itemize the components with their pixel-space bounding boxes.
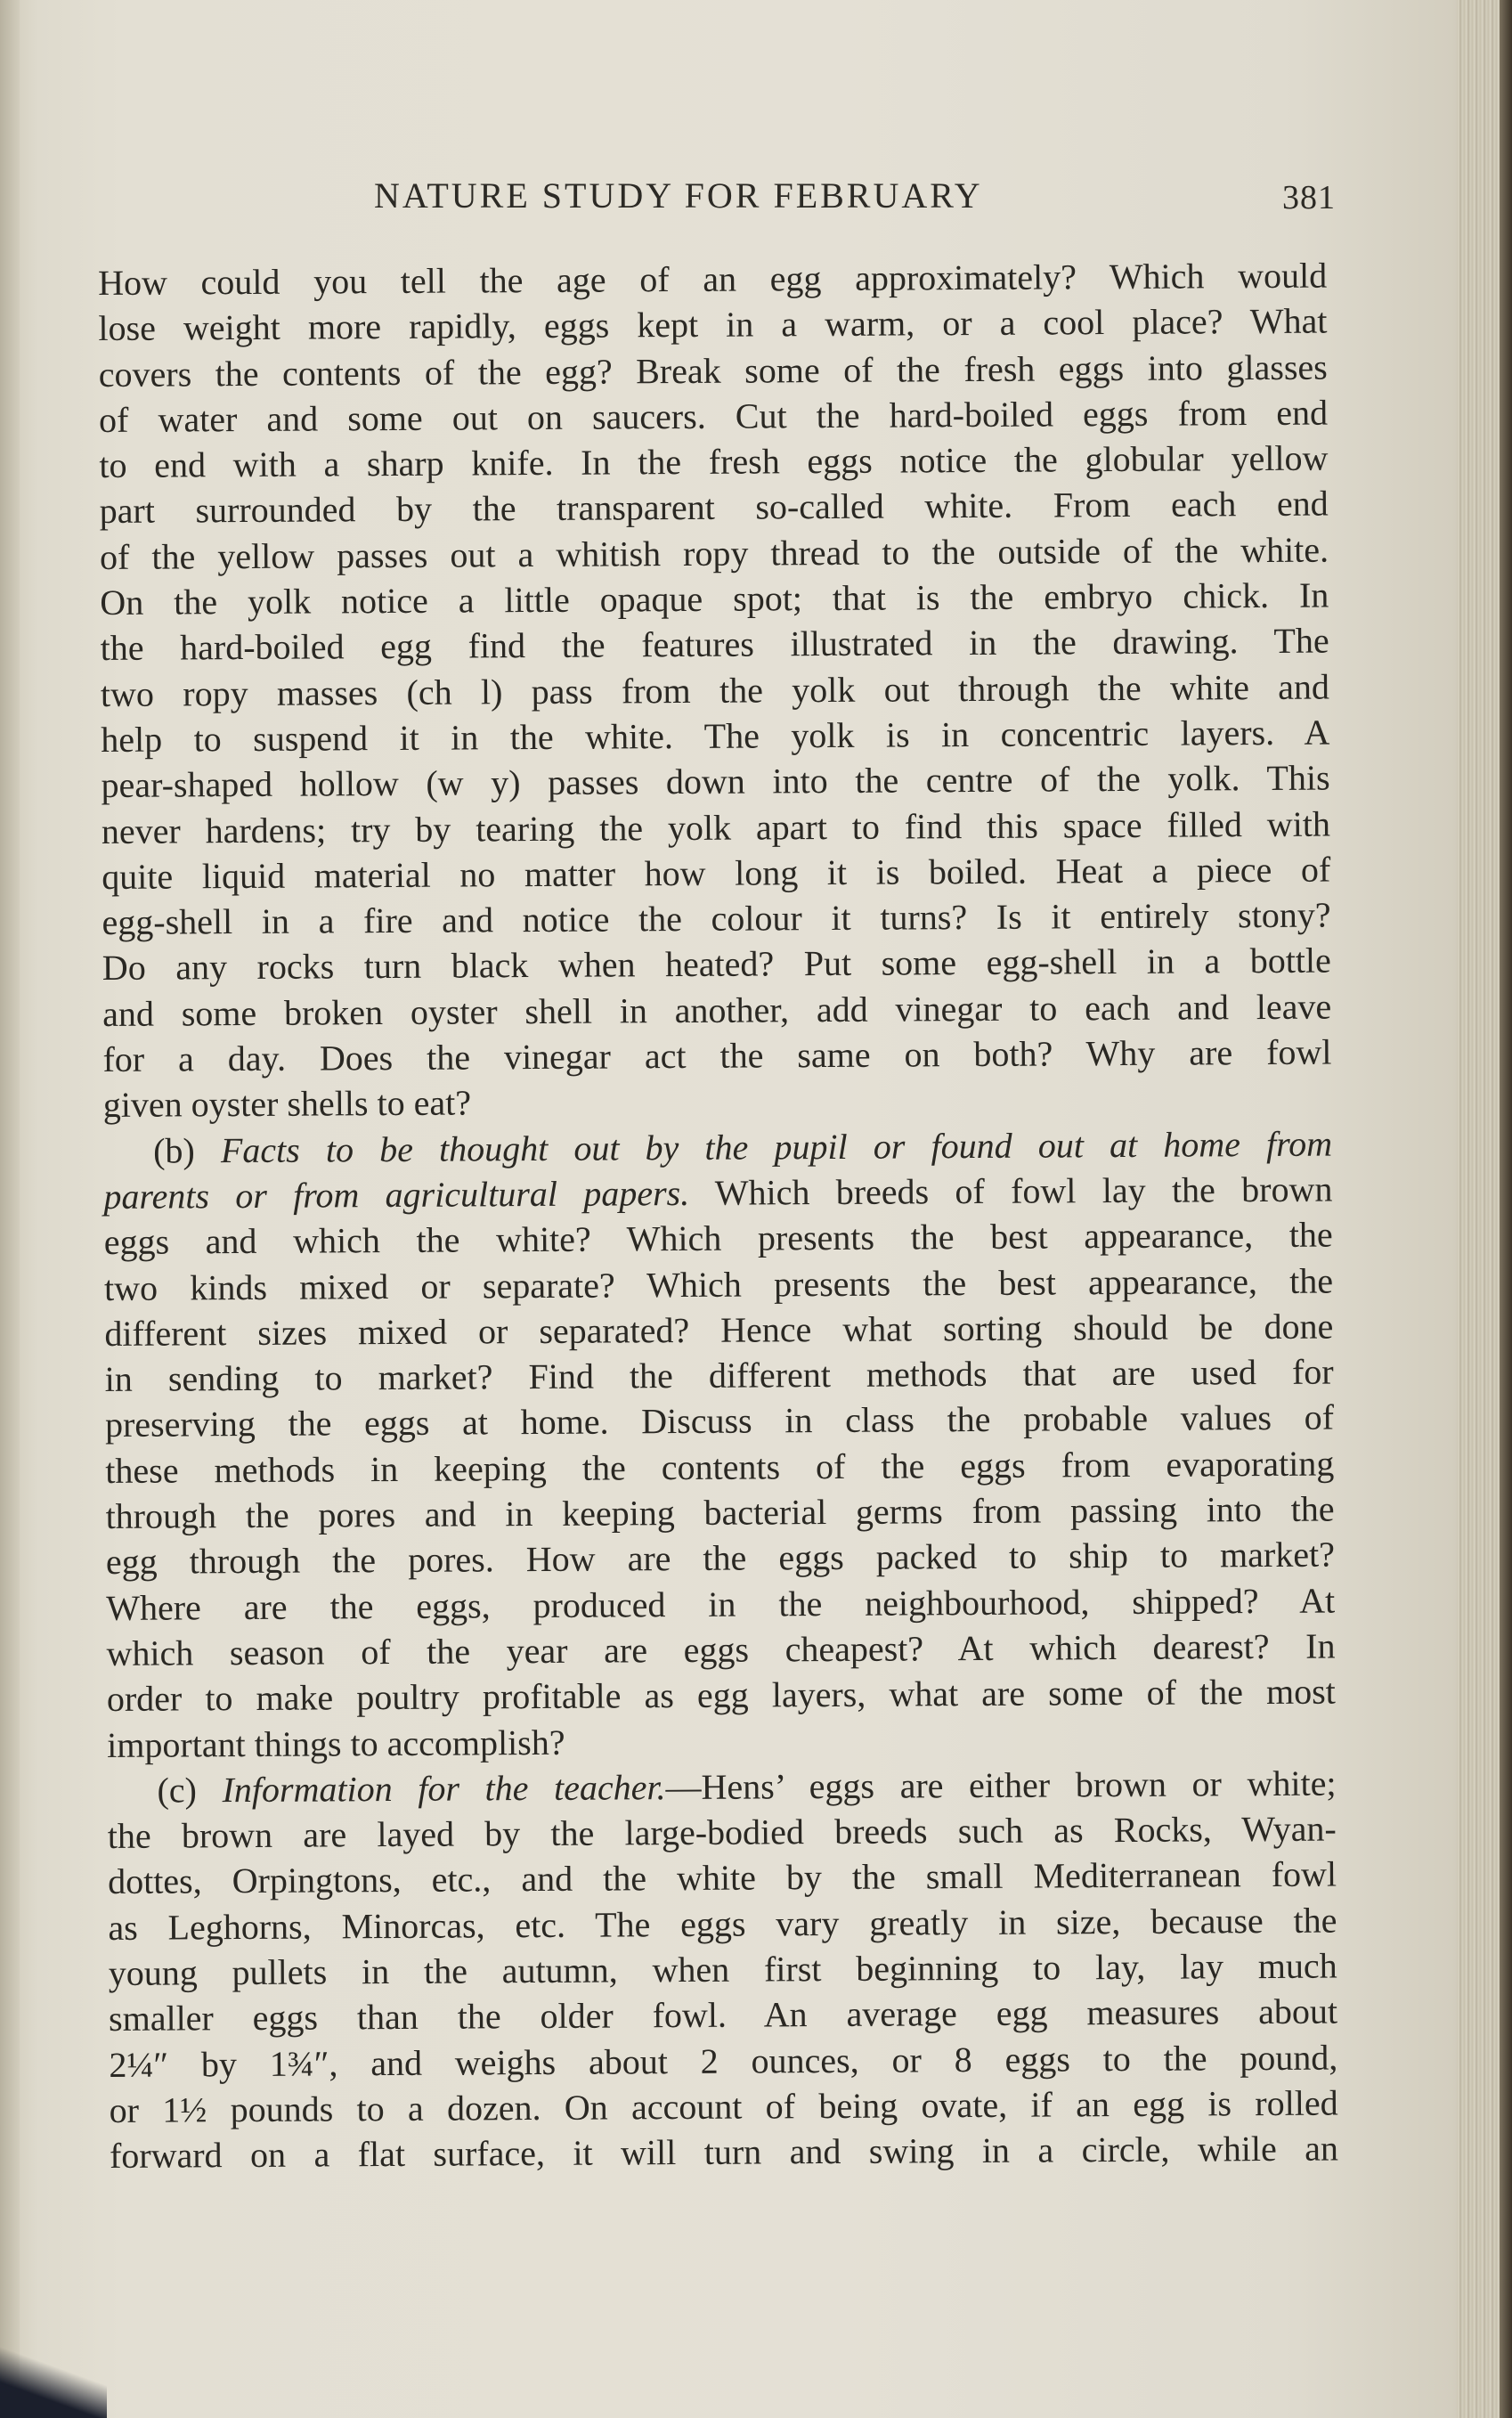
text-line: in sending to market? Find the different methods that are used for bbox=[104, 1351, 1334, 1400]
text-line: Where are the eggs, produced in the neighbourhood, shipped? At bbox=[106, 1580, 1336, 1628]
lead-rest: Which breeds of fowl lay the brown bbox=[714, 1168, 1333, 1213]
text-line: Do any rocks turn black when heated? Put some egg-shell in a bottle bbox=[102, 940, 1331, 989]
text-line: egg through the pores. How are the eggs packed to ship to market? bbox=[105, 1534, 1336, 1583]
paragraph-marker: (b) bbox=[152, 1129, 195, 1171]
page-edge-shadow bbox=[0, 0, 20, 2418]
italic-lead: parents or from agricultural papers. bbox=[103, 1172, 690, 1217]
paragraph-b-lead-line bbox=[103, 1166, 1332, 1219]
text-line: the brown are layed by the large-bodied breeds such as Rocks, Wyan- bbox=[107, 1808, 1337, 1857]
paragraph-c-heading-line bbox=[107, 1760, 1336, 1813]
text-line: quite liquid material no matter how long it is boiled. Heat a piece of bbox=[102, 849, 1331, 897]
page-header bbox=[374, 175, 1336, 228]
text-line: forward on a flat surface, it will turn and swing in a circle, while an bbox=[109, 2128, 1339, 2177]
text-line: egg-shell in a fire and notice the colour it turns? Is it entirely stony? bbox=[102, 894, 1331, 943]
text-line: and some broken oyster shell in another, add vinegar to each and leave bbox=[102, 986, 1332, 1034]
italic-lead: Information for the teacher. bbox=[222, 1766, 666, 1810]
corner-shadow bbox=[0, 2338, 107, 2418]
text-line: pear-shaped hollow (w y) passes down into the centre of the yolk. This bbox=[101, 757, 1330, 806]
lead-rest: —Hens’ eggs are either brown or white; bbox=[665, 1763, 1337, 1807]
paragraph-b-heading-line bbox=[103, 1120, 1332, 1174]
text-line: help to suspend it in the white. The yolk is in concentric layers. A bbox=[101, 712, 1330, 760]
text-line: different sizes mixed or separated? Hence what sorting should be done bbox=[104, 1306, 1334, 1354]
text-line: given oyster shells to eat? bbox=[102, 1082, 472, 1126]
text-line: smaller eggs than the older fowl. An average egg measures about bbox=[108, 1991, 1338, 2039]
text-line: On the yolk notice a little opaque spot; that is the embryo chick. In bbox=[100, 574, 1329, 623]
text-line: dottes, Orpingtons, etc., and the white by the small Mediterranean fowl bbox=[107, 1853, 1337, 1902]
page-number: 381 bbox=[1282, 179, 1336, 216]
text-line: eggs and which the white? Which presents the best appearance, the bbox=[103, 1214, 1333, 1263]
book-gutter bbox=[1457, 0, 1512, 2418]
text-line: of water and some out on saucers. Cut the hard-boiled eggs from end bbox=[98, 392, 1329, 440]
text-line: two kinds mixed or separate? Which presents the best appearance, the bbox=[103, 1260, 1334, 1308]
text-line: which season of the year are eggs cheapest? At which dearest? In bbox=[106, 1625, 1336, 1673]
italic-lead: Facts to be thought out by the pupil or found out at home from bbox=[220, 1123, 1333, 1170]
text-line: through the pores and in keeping bacterial germs from passing into the bbox=[105, 1488, 1335, 1536]
text-line: of the yellow passes out a whitish ropy thread to the outside of the white. bbox=[99, 529, 1329, 577]
text-line: covers the contents of the egg? Break some of the fresh eggs into glasses bbox=[98, 346, 1328, 395]
running-head: NATURE STUDY FOR FEBRUARY bbox=[374, 175, 983, 216]
text-line: part surrounded by the transparent so-called white. From each end bbox=[99, 484, 1329, 532]
text-line: as Leghorns, Minorcas, etc. The eggs vary greatly in size, because the bbox=[108, 1900, 1337, 1948]
text-line: How could you tell the age of an egg approximately? Which would bbox=[98, 255, 1328, 303]
text-line: lose weight more rapidly, eggs kept in a warm, or a cool place? What bbox=[98, 300, 1328, 349]
text-line: two ropy masses (ch l) pass from the yolk out through the white and bbox=[100, 666, 1330, 714]
body-text bbox=[98, 253, 1338, 2179]
text-line: preserving the eggs at home. Discuss in class the probable values of bbox=[104, 1396, 1335, 1445]
paragraph-marker: (c) bbox=[157, 1770, 198, 1811]
text-line: order to make poultry profitable as egg layers, what are some of the most bbox=[106, 1671, 1336, 1720]
text-line: to end with a sharp knife. In the fresh eggs notice the globular yellow bbox=[99, 437, 1329, 486]
text-line: these methods in keeping the contents of the eggs from evaporating bbox=[105, 1443, 1335, 1491]
text-line: never hardens; try by tearing the yolk apart to find this space filled with bbox=[101, 803, 1331, 851]
text-line: 2¼″ by 1¾″, and weighs about 2 ounces, or 8 eggs to the pound, bbox=[109, 2037, 1338, 2085]
text-line: young pullets in the autumn, when first beginning to lay, lay much bbox=[108, 1945, 1337, 1993]
text-line: the hard-boiled egg find the features illustrated in the drawing. The bbox=[100, 620, 1329, 669]
text-line: for a day. Does the vinegar act the same on both? Why are fowl bbox=[102, 1031, 1332, 1080]
text-line: important things to accomplish? bbox=[107, 1722, 565, 1765]
text-line: or 1½ pounds to a dozen. On account of being ovate, if an egg is rolled bbox=[109, 2082, 1338, 2130]
